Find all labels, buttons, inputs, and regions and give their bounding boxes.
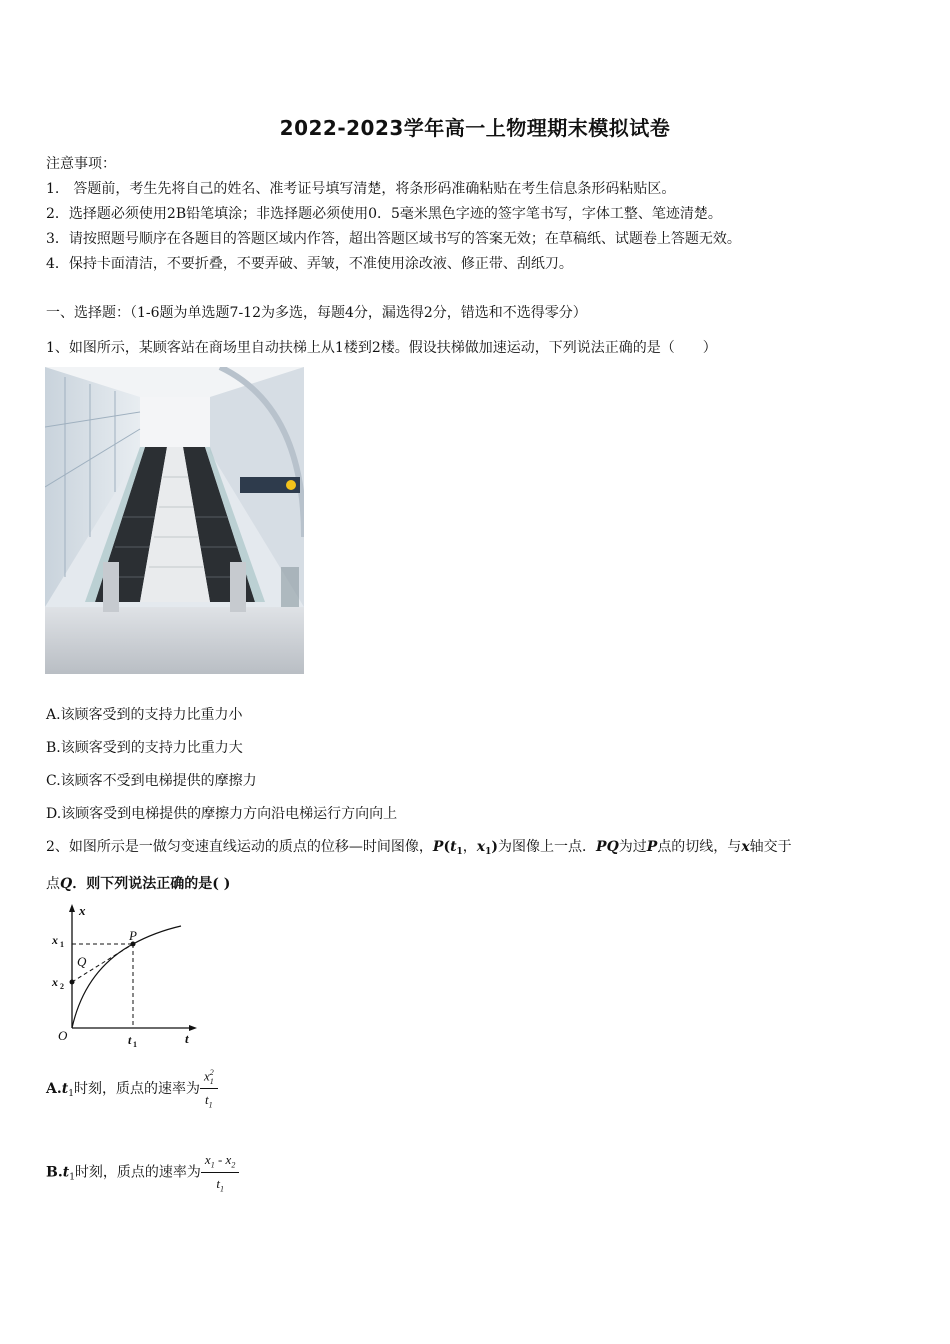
question-2-stem-line1: 2、如图所示是一做匀变速直线运动的质点的位移—时间图像，$P(t_1$，$x_1$)为图像上一点．PQ为过P点的切线，与x轴交于	[46, 839, 792, 857]
point-x2	[70, 980, 75, 985]
axis-x-label: x	[79, 903, 86, 918]
label-Q: Q	[77, 954, 87, 969]
escalator-photo	[45, 367, 304, 674]
axis-t-label: t	[185, 1031, 189, 1046]
label-x1: x	[52, 933, 58, 947]
label-P: P	[129, 928, 137, 943]
q2-option-a: $A.t_1$时刻，质点的速率为 $\frac{x_1^2}{t_1}$	[46, 1068, 218, 1110]
page-title: 2022-2023学年高一上物理期末模拟试卷	[279, 116, 671, 140]
question-2-stem-line2: 点Q．则下列说法正确的是( )	[46, 876, 231, 892]
notice-heading: 注意事项：	[46, 156, 116, 172]
question-1-stem: 1、如图所示，某顾客站在商场里自动扶梯上从1楼到2楼。假设扶梯做加速运动，下列说法正确的是（ ）	[46, 340, 717, 356]
section-heading: 一、选择题：（1-6题为单选题7-12为多选，每题4分，漏选得2分，错选和不选得零分）	[46, 305, 587, 321]
q1-option-d: D.该顾客受到电梯提供的摩擦力方向沿电梯运行方向向上	[46, 806, 398, 822]
graph-curve	[72, 926, 181, 1028]
t-axis-arrow	[189, 1025, 197, 1031]
q1-option-a: A.该顾客受到的支持力比重力小	[46, 707, 243, 723]
label-O: O	[58, 1028, 68, 1043]
label-x2: x	[52, 975, 58, 989]
label-x1-sub: 1	[60, 940, 64, 949]
label-x2-sub: 2	[60, 982, 64, 991]
q1-option-b: B.该顾客受到的支持力比重力大	[46, 740, 243, 756]
fraction-a: $\frac{x_1^2}{t_1}$	[200, 1068, 218, 1110]
position-time-graph	[45, 900, 205, 1050]
notice-item: 2．选择题必须使用2B铅笔填涂；非选择题必须使用0．5毫米黑色字迹的签字笔书写，字体工整、笔迹清楚。	[46, 206, 722, 222]
notice-item: 4．保持卡面清洁，不要折叠，不要弄破、弄皱，不准使用涂改液、修正带、刮纸刀。	[46, 256, 573, 272]
label-t1: t	[128, 1033, 132, 1047]
q1-option-c: C.该顾客不受到电梯提供的摩擦力	[46, 773, 257, 789]
notice-item: 1. 答题前，考生先将自己的姓名、准考证号填写清楚，将条形码准确粘贴在考生信息条形码粘贴区。	[46, 181, 676, 197]
q2-option-b: $B.t_1$时刻，质点的速率为 $\frac{x_1 - x_2}{t_1}$	[46, 1152, 239, 1193]
notice-item: 3．请按照题号顺序在各题目的答题区域内作答，超出答题区域书写的答案无效；在草稿纸、试题卷上答题无效。	[46, 231, 741, 247]
x-axis-arrow	[69, 904, 75, 912]
label-t1-sub: 1	[133, 1040, 137, 1049]
fraction-b: $\frac{x_1 - x_2}{t_1}$	[201, 1152, 239, 1193]
